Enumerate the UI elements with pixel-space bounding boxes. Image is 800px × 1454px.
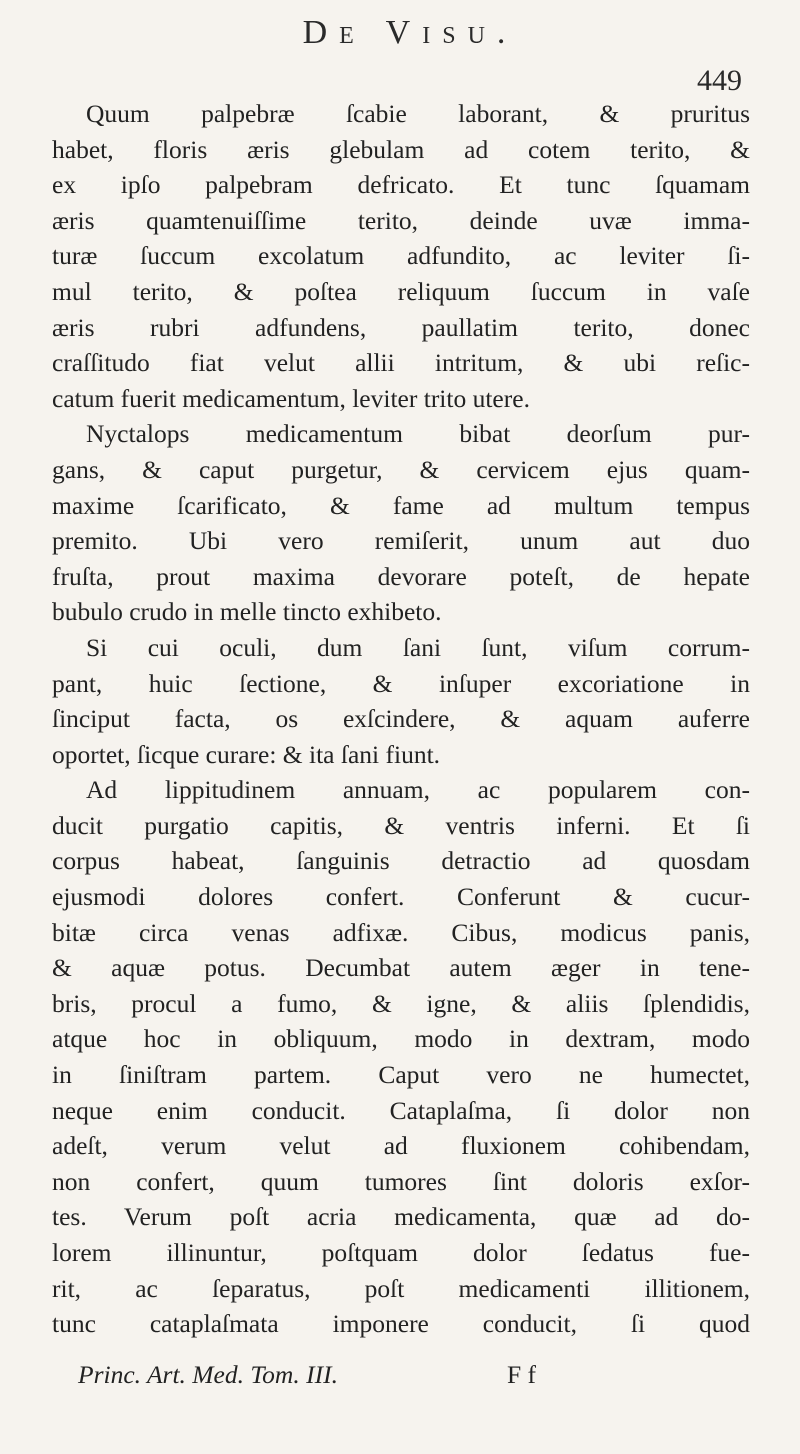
page-footer [52, 1360, 750, 1396]
text-line: mul terito, & poſtea reliquum ſuccum in vaſe [52, 276, 750, 306]
text-line: in ſiniſtram partem. Caput vero ne humectet, [52, 1060, 750, 1090]
text-line: Ad lippitudinem annuam, ac popularem con- [86, 775, 750, 805]
text-line: catum fuerit medicamentum, leviter trito utere. [52, 383, 530, 413]
text-line: premito. Ubi vero remiſerit, unum aut duo [52, 526, 750, 556]
text-line: gans, & caput purgetur, & cervicem ejus quam- [52, 454, 750, 484]
text-line: æris rubri adfundens, paullatim terito, donec [52, 312, 750, 342]
text-line: rit, ac ſeparatus, poſt medicamenti illitionem, [52, 1273, 750, 1303]
text-line: turæ ſuccum excolatum adfundito, ac leviter ſi- [52, 241, 750, 271]
text-line: ducit purgatio capitis, & ventris inferni. Et ſi [52, 810, 750, 840]
text-line: fruſta, prout maxima devorare poteſt, de hepate [52, 561, 750, 591]
text-line: maxime ſcarificato, & fame ad multum tempus [52, 490, 750, 520]
text-line: ex ipſo palpebram defricato. Et tunc ſquamam [52, 170, 750, 200]
text-line: bris, procul a fumo, & igne, & aliis ſplendidis, [52, 988, 750, 1018]
text-line: Nyctalops medicamentum bibat deorſum pur- [86, 419, 750, 449]
text-line: æris quamtenuiſſime terito, deinde uvæ imma- [52, 205, 750, 235]
text-line: bubulo crudo in melle tincto exhibeto. [52, 597, 442, 627]
text-line: tes. Verum poſt acria medicamenta, quæ ad do- [52, 1202, 750, 1232]
text-line: non confert, quum tumores ſint doloris exſor- [52, 1166, 750, 1196]
text-line: Si cui oculi, dum ſani ſunt, viſum corrum- [86, 632, 750, 662]
page-number: 449 [697, 64, 742, 97]
running-head [0, 14, 800, 97]
signature-title: Princ. Art. Med. Tom. III. [78, 1360, 338, 1389]
text-line: craſſitudo fiat velut allii intritum, & ubi reſic- [52, 348, 750, 378]
text-line: ſinciput facta, os exſcindere, & aquam auferre [52, 704, 750, 734]
text-line: neque enim conducit. Cataplaſma, ſi dolor non [52, 1095, 750, 1125]
signature-mark: F f [507, 1360, 537, 1389]
text-line: tunc cataplaſmata imponere conducit, ſi quod [52, 1309, 750, 1339]
text-line: bitæ circa venas adfixæ. Cibus, modicus panis, [52, 917, 750, 947]
text-line: adeſt, verum velut ad fluxionem cohibendam, [52, 1131, 750, 1161]
text-line: & aquæ potus. Decumbat autem æger in tene- [52, 953, 750, 983]
text-line: atque hoc in obliquum, modo in dextram, modo [52, 1024, 750, 1054]
text-line: pant, huic ſectione, & inſuper excoriatione in [52, 668, 750, 698]
text-line: ejusmodi dolores confert. Conferunt & cucur- [52, 882, 750, 912]
text-line: habet, floris æris glebulam ad cotem terito, & [52, 134, 750, 164]
text-line: Quum palpebræ ſcabie laborant, & pruritus [86, 99, 750, 128]
text-line: corpus habeat, ſanguinis detractio ad quosdam [52, 846, 750, 876]
running-title: De Visu. [302, 14, 518, 51]
text-line: lorem illinuntur, poſtquam dolor ſedatus fue- [52, 1238, 750, 1267]
body-text [52, 96, 750, 1342]
text-line: oportet, ſicque curare: & ita ſani fiunt. [52, 739, 441, 769]
